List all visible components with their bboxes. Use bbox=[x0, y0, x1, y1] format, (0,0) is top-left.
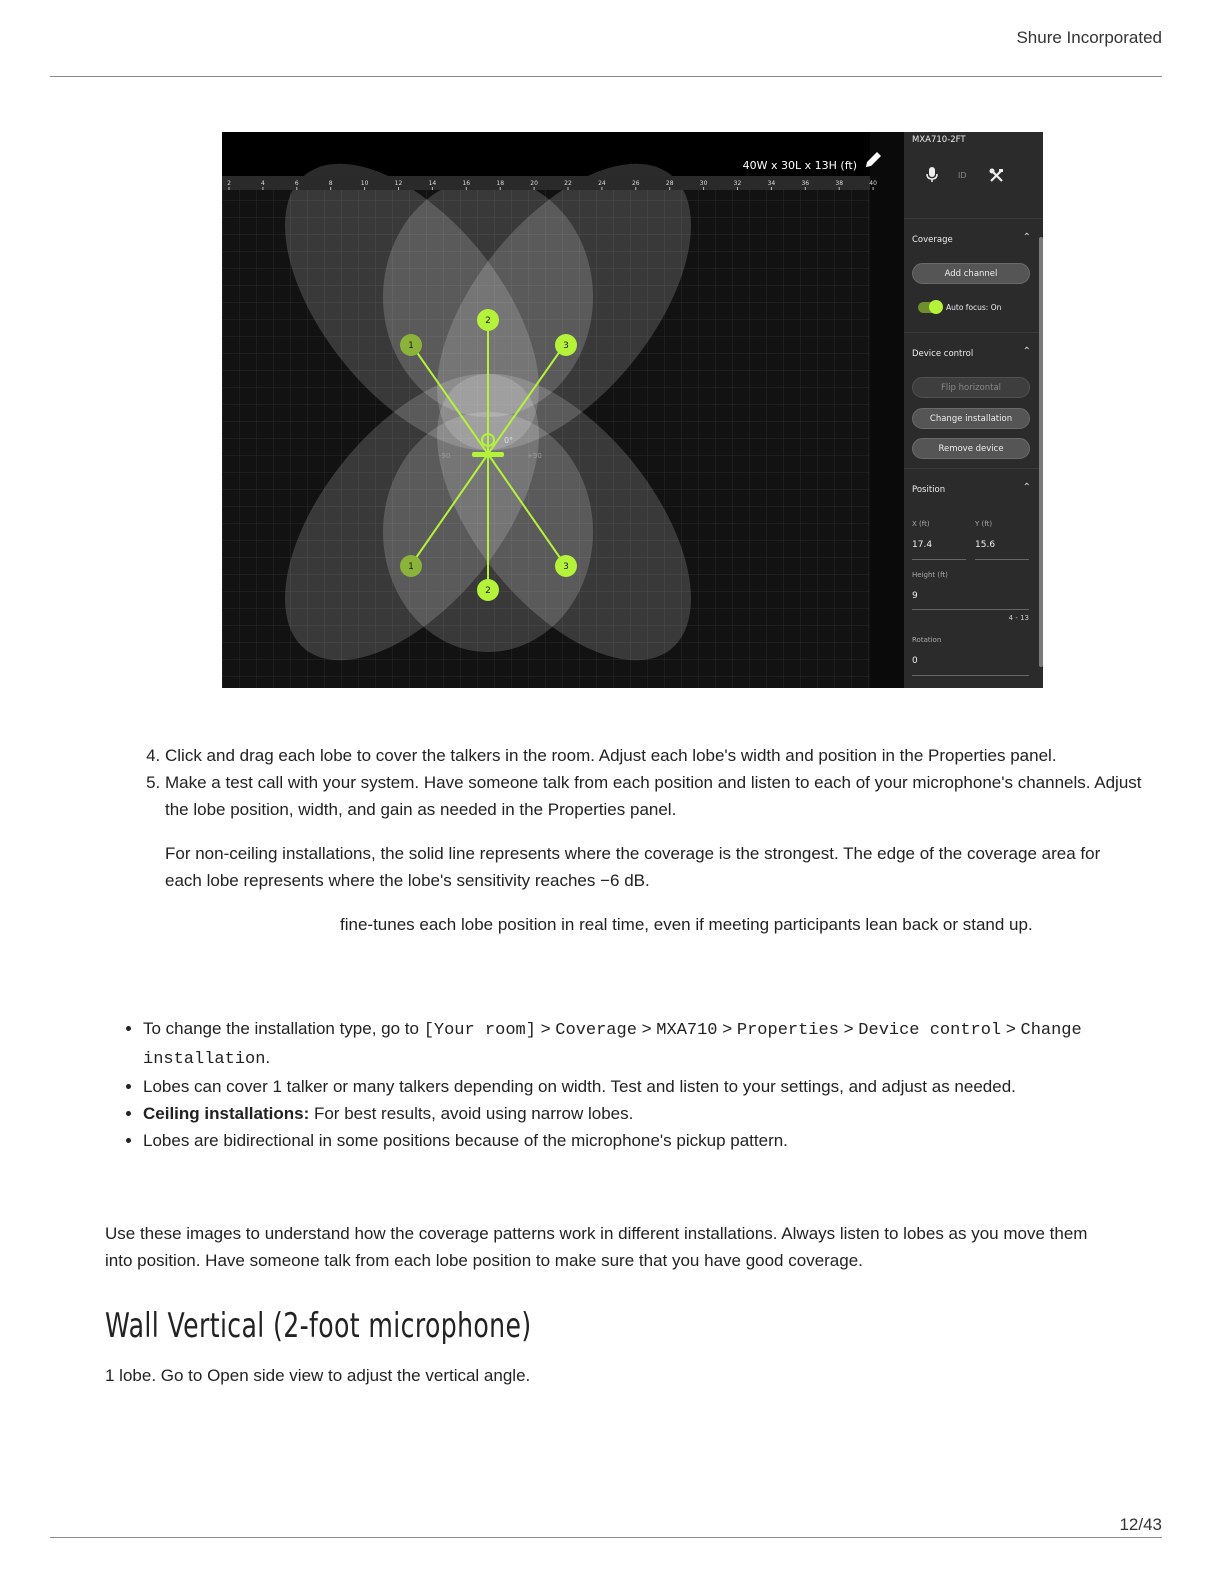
rotation-label: Rotation bbox=[912, 636, 942, 644]
notes-list bbox=[105, 1015, 1143, 1154]
path-separator: > bbox=[838, 1019, 859, 1038]
position-section-title: Position bbox=[912, 485, 946, 495]
add-channel-button[interactable]: Add channel bbox=[912, 263, 1030, 284]
x-input-underline bbox=[912, 559, 966, 560]
angle-left-label: -90 bbox=[439, 452, 451, 460]
path-separator: > bbox=[636, 1019, 657, 1038]
header-rule bbox=[50, 76, 1162, 77]
list-item: • Lobes can cover 1 talker or many talkers depending on width. Test and listen to your settings, and adjust as needed. bbox=[143, 1073, 1143, 1100]
ruler-tick-label: 16 bbox=[462, 180, 471, 187]
ruler-tick-label: 38 bbox=[835, 180, 844, 187]
bullet-text: To change the installation type, go to bbox=[143, 1019, 424, 1038]
properties-panel bbox=[904, 132, 1043, 688]
chevron-up-icon[interactable]: ⌃ bbox=[1022, 232, 1031, 243]
path-segment: [Your room] bbox=[423, 1021, 536, 1040]
panel-divider bbox=[904, 468, 1043, 469]
y-input[interactable]: 15.6 bbox=[975, 540, 996, 550]
change-installation-button[interactable]: Change installation bbox=[912, 408, 1030, 429]
height-range: 4 - 13 bbox=[1008, 614, 1029, 622]
ruler-tick-label: 26 bbox=[631, 180, 640, 187]
lobe-handle-label: 3 bbox=[563, 562, 569, 572]
list-item bbox=[143, 1015, 1143, 1073]
ruler-tick-label: 28 bbox=[665, 180, 674, 187]
list-item bbox=[143, 1100, 1143, 1127]
height-input-underline bbox=[912, 609, 1029, 610]
ruler-tick-label: 2 bbox=[227, 180, 231, 187]
header-company: Shure Incorporated bbox=[1016, 28, 1162, 47]
ruler-tick-label: 32 bbox=[733, 180, 742, 187]
auto-focus-label: Auto focus: On bbox=[946, 303, 1002, 312]
rotation-input[interactable]: 0 bbox=[912, 656, 918, 666]
steps-list bbox=[127, 742, 1155, 823]
ruler-tick-label: 20 bbox=[530, 180, 538, 187]
path-separator: > bbox=[535, 1019, 556, 1038]
lobe-handle-label: 1 bbox=[408, 562, 414, 572]
x-label: X (ft) bbox=[912, 520, 930, 528]
room-dimensions-label: 40W x 30L x 13H (ft) bbox=[742, 159, 857, 172]
ruler-tick-label: 24 bbox=[598, 180, 606, 187]
path-segment: Device control bbox=[858, 1021, 1002, 1040]
coverage-canvas[interactable] bbox=[222, 132, 904, 688]
page-number: 12/43 bbox=[1119, 1515, 1162, 1534]
remove-device-button[interactable]: Remove device bbox=[912, 438, 1030, 459]
flip-horizontal-button[interactable]: Flip horizontal bbox=[912, 377, 1030, 398]
path-segment: MXA710 bbox=[656, 1021, 718, 1040]
ruler-tick-label: 6 bbox=[294, 180, 299, 187]
height-label: Height (ft) bbox=[912, 571, 948, 579]
ruler-tick-label: 14 bbox=[428, 180, 437, 187]
chevron-up-icon[interactable]: ⌃ bbox=[1022, 346, 1031, 357]
device-control-section-title: Device control bbox=[912, 349, 974, 359]
microphone-icon[interactable] bbox=[926, 167, 938, 183]
y-label: Y (ft) bbox=[975, 520, 993, 528]
tools-icon[interactable] bbox=[989, 168, 1004, 183]
bullet-end: . bbox=[265, 1048, 271, 1067]
footer-rule bbox=[50, 1537, 1162, 1538]
device-name: MXA710-2FT bbox=[912, 135, 966, 145]
bullet-bold-label: Ceiling installations: bbox=[143, 1104, 310, 1123]
path-segment: Change installation bbox=[143, 1021, 1082, 1069]
lobe-handle-label: 2 bbox=[485, 316, 491, 326]
chevron-up-icon[interactable]: ⌃ bbox=[1022, 482, 1031, 493]
id-button[interactable]: ID bbox=[958, 171, 967, 180]
auto-focus-toggle[interactable] bbox=[918, 302, 942, 313]
y-input-underline bbox=[975, 559, 1029, 560]
panel-divider bbox=[904, 332, 1043, 333]
note-auto-focus: fine-tunes each lobe position in real time, even if meeting participants lean back or stand up. bbox=[340, 915, 1033, 934]
ruler-tick-label: 8 bbox=[328, 180, 333, 187]
step-item: 5. Make a test call with your system. Have someone talk from each position and listen to each of your microphone's channels. Adjust the lobe position, width, and gain as needed in the Properties panel. bbox=[165, 769, 1155, 823]
rotation-input-underline bbox=[912, 675, 1029, 676]
list-item: • Lobes are bidirectional in some positions because of the microphone's pickup pattern. bbox=[143, 1127, 1143, 1154]
ruler-tick-label: 12 bbox=[394, 180, 403, 187]
coverage-screenshot bbox=[222, 132, 1043, 688]
section-title: Wall Vertical (2-foot microphone) bbox=[105, 1306, 532, 1346]
path-segment: Coverage bbox=[555, 1021, 637, 1040]
angle-zero-label: 0° bbox=[504, 436, 514, 445]
ruler-tick-label: 22 bbox=[564, 180, 572, 187]
section-text: 1 lobe. Go to Open side view to adjust the vertical angle. bbox=[105, 1366, 531, 1385]
ruler-tick-label: 4 bbox=[260, 180, 265, 187]
ruler-tick-label: 34 bbox=[767, 180, 776, 187]
panel-scrollbar[interactable] bbox=[1039, 237, 1043, 667]
lobe-handle-label: 1 bbox=[408, 341, 414, 351]
ruler-tick-label: 40 bbox=[869, 180, 877, 187]
bullet-text: For best results, avoid using narrow lobes. bbox=[309, 1104, 634, 1123]
ruler-tick-label: 10 bbox=[360, 180, 369, 187]
microphone-device-icon[interactable] bbox=[472, 452, 504, 457]
note-non-ceiling: For non-ceiling installations, the solid line represents where the coverage is the strongest. The edge of the coverage area for each lobe represents where the lobe's sensitivity reaches −6 dB. bbox=[165, 844, 1101, 890]
step-item: 4. Click and drag each lobe to cover the talkers in the room. Adjust each lobe's width and position in the Properties panel. bbox=[165, 742, 1155, 769]
lobe-handle-label: 3 bbox=[563, 341, 569, 351]
path-separator: > bbox=[717, 1019, 737, 1038]
path-separator: > bbox=[1001, 1019, 1021, 1038]
ruler-tick-label: 30 bbox=[699, 180, 708, 187]
ruler-tick-label: 18 bbox=[496, 180, 505, 187]
panel-divider bbox=[904, 218, 1043, 219]
height-input[interactable]: 9 bbox=[912, 591, 918, 601]
angle-right-label: +90 bbox=[527, 452, 542, 460]
coverage-section-title: Coverage bbox=[912, 235, 953, 245]
intro-paragraph: Use these images to understand how the coverage patterns work in different installations. Always listen to lobes as you move them into position. Have someone talk from each lobe position to make sure that you have good coverage. bbox=[105, 1224, 1088, 1270]
ruler-tick-label: 36 bbox=[801, 180, 810, 187]
path-segment: Properties bbox=[736, 1021, 839, 1040]
lobe-handle-label: 2 bbox=[485, 586, 491, 596]
x-input[interactable]: 17.4 bbox=[912, 540, 933, 550]
